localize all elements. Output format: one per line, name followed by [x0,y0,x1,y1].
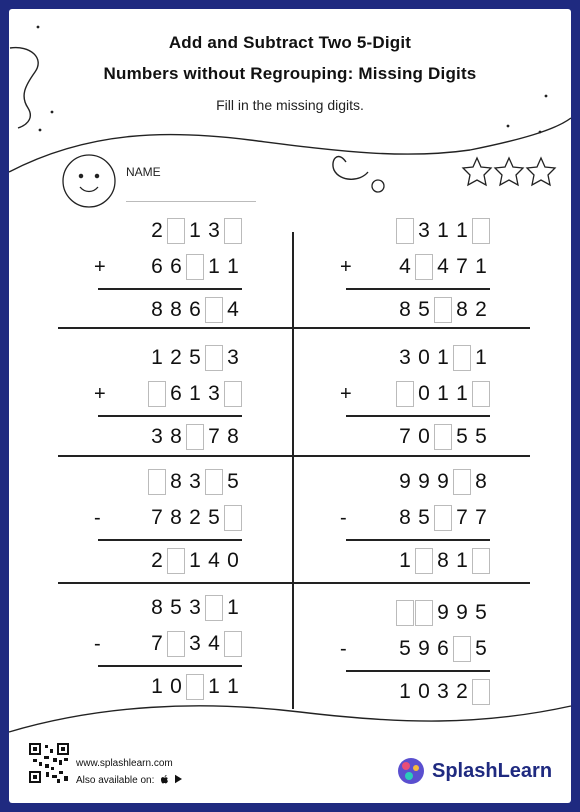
top-number [147,345,242,371]
digit: 9 [437,601,449,624]
digit: 6 [170,255,182,278]
missing-digit-box[interactable] [167,218,185,244]
digit: 8 [170,506,182,529]
digit: 9 [418,470,430,493]
missing-digit-box[interactable] [167,631,185,657]
missing-digit-box[interactable] [205,297,223,323]
result-number [395,297,490,323]
play-store-icon[interactable] [174,774,183,784]
missing-digit-box[interactable] [453,469,471,495]
bottom-number [147,631,242,657]
missing-digit-box[interactable] [415,600,433,626]
digit: 1 [437,346,449,369]
digit: 0 [418,425,430,448]
problem-7 [12,595,242,720]
digit: 4 [208,632,220,655]
digit: 5 [189,346,201,369]
digit: 5 [418,298,430,321]
digit: 0 [418,680,430,703]
worksheet-title-line-2: Numbers without Regrouping: Missing Digits [103,64,477,83]
digit: 8 [227,425,239,448]
worksheet-title-line-1: Add and Subtract Two 5-Digit [168,33,412,52]
swirl-shape [333,157,368,180]
digit: 6 [151,255,163,278]
digit: 8 [151,298,163,321]
apple-icon[interactable] [160,774,169,784]
bottom-number [395,254,490,280]
operator-sign: + [94,383,106,405]
digit: 2 [170,346,182,369]
digit: 5 [399,637,411,660]
digit: 1 [227,255,239,278]
digit: 1 [399,549,411,572]
digit: 3 [189,470,201,493]
splashlearn-logo [396,756,552,786]
smiley-face-icon [63,155,115,207]
digit: 6 [189,298,201,321]
bottom-number [395,636,490,662]
digit: 1 [151,675,163,698]
missing-digit-box[interactable] [148,381,166,407]
top-number [147,595,242,621]
digit: 0 [418,346,430,369]
missing-digit-box[interactable] [186,254,204,280]
digit: 1 [151,346,163,369]
digit: 5 [227,470,239,493]
missing-digit-box[interactable] [205,345,223,371]
sum-line [98,415,242,417]
digit: 8 [456,298,468,321]
missing-digit-box[interactable] [472,548,490,574]
missing-digit-box[interactable] [434,297,452,323]
digit: 6 [437,637,449,660]
digit: 9 [456,601,468,624]
digit: 1 [456,549,468,572]
digit: 4 [437,255,449,278]
result-number [395,679,490,705]
digit: 1 [456,219,468,242]
missing-digit-box[interactable] [396,381,414,407]
digit: 5 [475,601,487,624]
website-url[interactable]: www.splashlearn.com [76,758,173,769]
qr-code-icon [28,742,70,784]
digit: 2 [151,549,163,572]
instructions: Fill in the missing digits. [216,97,364,113]
digit: 7 [151,632,163,655]
top-number [395,218,490,244]
digit: 4 [227,298,239,321]
result-number [147,548,242,574]
problem-8 [260,600,490,725]
digit: 8 [399,298,411,321]
result-number [395,424,490,450]
digit: 1 [437,382,449,405]
sum-line [98,665,242,667]
digit: 8 [399,506,411,529]
digit: 3 [189,632,201,655]
digit: 1 [475,346,487,369]
bottom-number [395,381,490,407]
digit: 5 [475,637,487,660]
name-input-line[interactable] [126,201,256,202]
missing-digit-box[interactable] [415,254,433,280]
result-number [147,297,242,323]
top-wave-line [9,118,571,172]
name-label: NAME [126,165,161,179]
digit: 3 [208,219,220,242]
digit: 1 [399,680,411,703]
digit: 5 [418,506,430,529]
digit: 8 [475,470,487,493]
digit: 4 [208,549,220,572]
missing-digit-box[interactable] [224,505,242,531]
digit: 3 [208,382,220,405]
missing-digit-box[interactable] [453,345,471,371]
top-number [395,345,490,371]
operator-sign: - [94,507,101,529]
missing-digit-box[interactable] [148,469,166,495]
operator-sign: + [340,383,352,405]
problem-1 [12,218,242,343]
digit: 7 [456,506,468,529]
missing-digit-box[interactable] [453,636,471,662]
digit: 2 [456,680,468,703]
available-on-text [76,774,183,786]
missing-digit-box[interactable] [434,505,452,531]
operator-sign: + [94,256,106,278]
digit: 5 [475,425,487,448]
digit: 7 [456,255,468,278]
top-number [147,218,242,244]
digit: 7 [208,425,220,448]
digit: 7 [399,425,411,448]
missing-digit-box[interactable] [415,548,433,574]
operator-sign: - [340,638,347,660]
missing-digit-box[interactable] [224,381,242,407]
digit: 8 [151,596,163,619]
bottom-number [147,505,242,531]
digit: 1 [475,255,487,278]
sum-line [98,288,242,290]
missing-digit-box[interactable] [472,679,490,705]
problem-2 [260,218,490,343]
sum-line [346,670,490,672]
digit: 6 [170,382,182,405]
missing-digit-box[interactable] [205,595,223,621]
digit: 2 [151,219,163,242]
digit: 3 [189,596,201,619]
digit: 8 [170,425,182,448]
available-on-label: Also available on: [76,775,155,786]
sum-line [98,539,242,541]
star-icons [463,158,555,185]
problem-4 [260,345,490,470]
missing-digit-box[interactable] [472,218,490,244]
digit: 4 [399,255,411,278]
digit: 8 [170,470,182,493]
sum-line [346,288,490,290]
small-circle [372,180,384,192]
missing-digit-box[interactable] [186,674,204,700]
missing-digit-box[interactable] [224,218,242,244]
missing-digit-box[interactable] [186,424,204,450]
digit: 9 [437,470,449,493]
result-number [147,424,242,450]
missing-digit-box[interactable] [396,600,414,626]
digit: 1 [227,675,239,698]
problem-3 [12,345,242,470]
digit: 3 [418,219,430,242]
digit: 1 [208,675,220,698]
missing-digit-box[interactable] [472,381,490,407]
brand-name: SplashLearn [432,759,553,782]
missing-digit-box[interactable] [434,424,452,450]
bottom-number [395,505,490,531]
sum-line [346,415,490,417]
sum-line [346,539,490,541]
bottom-number [147,381,242,407]
digit: 5 [208,506,220,529]
digit: 1 [208,255,220,278]
digit: 1 [189,219,201,242]
digit: 3 [151,425,163,448]
result-number [395,548,490,574]
digit: 1 [456,382,468,405]
digit: 7 [151,506,163,529]
top-number [395,600,490,626]
top-number [147,469,242,495]
squiggle-left [10,48,38,128]
top-number [395,469,490,495]
splashlearn-logo-icon [396,756,426,786]
digit: 1 [189,549,201,572]
missing-digit-box[interactable] [224,631,242,657]
digit: 2 [475,298,487,321]
digit: 3 [437,680,449,703]
digit: 9 [418,637,430,660]
missing-digit-box[interactable] [396,218,414,244]
digit: 1 [227,596,239,619]
missing-digit-box[interactable] [205,469,223,495]
operator-sign: - [94,633,101,655]
missing-digit-box[interactable] [167,548,185,574]
problem-6 [260,469,490,594]
problem-5 [12,469,242,594]
digit: 1 [437,219,449,242]
digit: 8 [437,549,449,572]
digit: 0 [227,549,239,572]
digit: 0 [170,675,182,698]
digit: 1 [189,382,201,405]
digit: 5 [456,425,468,448]
operator-sign: + [340,256,352,278]
operator-sign: - [340,507,347,529]
result-number [147,674,242,700]
digit: 9 [399,470,411,493]
digit: 3 [399,346,411,369]
digit: 0 [418,382,430,405]
digit: 7 [475,506,487,529]
digit: 3 [227,346,239,369]
digit: 2 [189,506,201,529]
digit: 5 [170,596,182,619]
bottom-number [147,254,242,280]
digit: 8 [170,298,182,321]
